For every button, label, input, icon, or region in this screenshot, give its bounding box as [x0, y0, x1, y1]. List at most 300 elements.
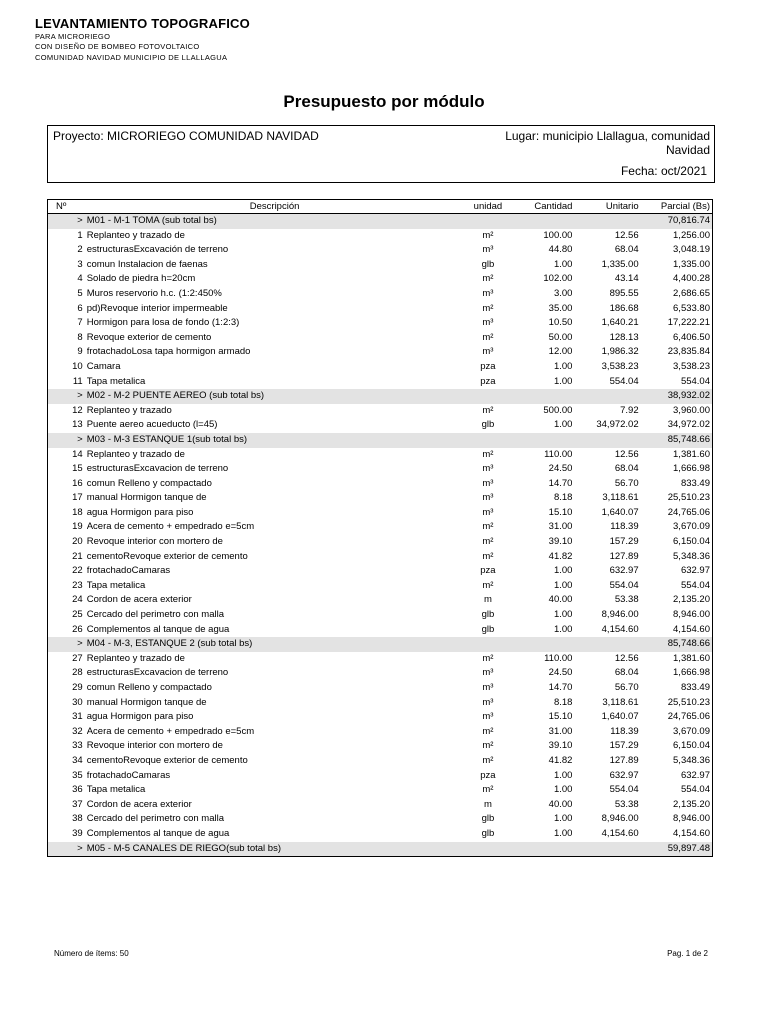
cell-desc: cementoRevoque exterior de cemento	[86, 550, 248, 562]
cell-num: 21	[72, 550, 83, 562]
cell-partial: 632.97	[680, 565, 710, 577]
section-row	[48, 842, 713, 857]
project-place: Lugar: municipio Llallagua, comunidad Navidad	[505, 129, 710, 157]
cell-qty: 3.00	[553, 287, 573, 299]
cell-num: 30	[72, 696, 83, 708]
cell-desc: Acera de cemento + empedrado e=5cm	[86, 725, 255, 737]
cell-num: 7	[77, 317, 83, 329]
cell-num: 10	[72, 360, 83, 372]
cell-partial: 34,972.02	[667, 419, 710, 431]
cell-partial: 4,154.60	[673, 623, 710, 635]
cell-num: 38	[72, 813, 83, 825]
cell-unit-price: 68.04	[614, 667, 639, 679]
cell-num: 19	[72, 521, 83, 533]
cell-partial: 5,348.36	[673, 754, 710, 766]
table-row	[48, 681, 713, 696]
cell-desc: Puente aereo acueducto (l=45)	[86, 419, 218, 431]
cell-desc: comun Relleno y compactado	[86, 477, 212, 489]
cell-unit: m	[483, 798, 492, 810]
cell-num: 32	[72, 725, 83, 737]
cell-unit-price: 43.14	[614, 273, 639, 285]
cell-unit-price: 56.70	[614, 477, 639, 489]
cell-num: 15	[72, 463, 83, 475]
cell-partial: 24,765.06	[667, 506, 710, 518]
cell-qty: 12.00	[548, 346, 573, 358]
table-row	[48, 783, 713, 798]
table-row	[48, 272, 713, 287]
cell-unit-price: 118.39	[610, 725, 639, 737]
cell-unit-price: 554.04	[609, 375, 639, 387]
cell-num: 36	[72, 784, 83, 796]
cell-partial: 59,897.48	[639, 842, 713, 857]
cell-partial: 1,256.00	[673, 229, 710, 241]
cell-unit: m²	[482, 229, 494, 241]
table-row	[48, 769, 713, 784]
budget-table	[47, 199, 713, 857]
cell-qty: 500.00	[543, 404, 573, 416]
table-row	[48, 564, 713, 579]
cell-unit: m²	[482, 579, 494, 591]
cell-desc: Acera de cemento + empedrado e=5cm	[86, 521, 255, 533]
cell-unit: m²	[482, 273, 494, 285]
cell-qty: 1.00	[553, 827, 573, 839]
cell-qty: 15.10	[548, 711, 573, 723]
cell-unit-price: 157.29	[609, 536, 639, 548]
cell-partial: 3,670.09	[673, 725, 710, 737]
cell-unit-price: 3,538.23	[601, 360, 639, 372]
cell-qty: 8.18	[553, 492, 573, 504]
cell-desc: Revoque interior con mortero de	[86, 536, 223, 548]
cell-desc: Tapa metalica	[86, 784, 146, 796]
cell-partial: 3,048.19	[673, 244, 710, 256]
cell-partial: 554.04	[680, 784, 710, 796]
cell-desc: Cordon de acera exterior	[86, 594, 192, 606]
section-row	[48, 433, 713, 448]
table-row	[48, 477, 713, 492]
table-row	[48, 506, 713, 521]
cell-partial: 3,670.09	[673, 521, 710, 533]
cell-unit-price: 157.29	[609, 740, 639, 752]
cell-num: 3	[77, 258, 83, 270]
cell-unit-price: 4,154.60	[601, 623, 639, 635]
table-body	[48, 214, 713, 857]
cell-unit: m³	[482, 711, 494, 723]
cell-num: 33	[72, 740, 83, 752]
items-count: Número de ítems: 50	[54, 949, 129, 958]
cell-unit: m³	[482, 506, 494, 518]
table-row	[48, 520, 713, 535]
cell-desc: Tapa metalica	[86, 375, 146, 387]
cell-desc: comun Instalacion de faenas	[86, 258, 208, 270]
cell-qty: 35.00	[548, 302, 573, 314]
cell-unit: glb	[481, 813, 495, 825]
cell-desc: frotachadoLosa tapa hormigon armado	[86, 346, 251, 358]
cell-unit: m²	[482, 302, 494, 314]
cell-unit: glb	[481, 258, 495, 270]
table-row	[48, 418, 713, 433]
cell-unit: m²	[482, 550, 494, 562]
cell-partial: 3,960.00	[673, 404, 710, 416]
cell-unit: glb	[481, 609, 495, 621]
section-row	[48, 214, 713, 229]
cell-unit-price	[572, 842, 638, 857]
cell-unit-price: 127.89	[609, 550, 639, 562]
cell-desc: pd)Revoque interior impermeable	[86, 302, 228, 314]
cell-partial: 1,335.00	[673, 258, 710, 270]
cell-desc: M01 - M-1 TOMA (sub total bs)	[87, 214, 463, 229]
cell-qty: 8.18	[553, 696, 573, 708]
table-row	[48, 550, 713, 565]
cell-num: 8	[77, 331, 83, 343]
cell-partial: 6,406.50	[673, 331, 710, 343]
cell-desc: Replanteo y trazado de	[86, 448, 185, 460]
table-row	[48, 608, 713, 623]
table-row	[48, 739, 713, 754]
table-row	[48, 404, 713, 419]
table-row	[48, 535, 713, 550]
table-header-row	[48, 200, 713, 214]
report-subtitle-line-3: COMUNIDAD NAVIDAD MUNICIPIO DE LLALLAGUA	[35, 53, 228, 62]
cell-num: 1	[77, 229, 83, 241]
cell-desc: Cercado del perimetro con malla	[86, 813, 224, 825]
cell-num: 14	[72, 448, 83, 460]
cell-unit-price: 632.97	[609, 769, 639, 781]
cell-partial: 554.04	[680, 579, 710, 591]
table-row	[48, 462, 713, 477]
cell-unit: glb	[481, 419, 495, 431]
cell-partial: 85,748.66	[639, 637, 713, 652]
cell-qty: 1.00	[553, 784, 573, 796]
cell-unit-price: 4,154.60	[601, 827, 639, 839]
cell-unit: m²	[482, 404, 494, 416]
table-row	[48, 827, 713, 842]
cell-desc: frotachadoCamaras	[86, 769, 171, 781]
cell-qty: 10.50	[548, 317, 573, 329]
cell-desc: Camara	[86, 360, 121, 372]
cell-unit: m³	[482, 696, 494, 708]
cell-qty: 39.10	[548, 740, 573, 752]
cell-partial: 8,946.00	[673, 813, 710, 825]
cell-partial: 17,222.21	[667, 317, 710, 329]
cell-partial: 1,381.60	[673, 448, 710, 460]
table-row	[48, 710, 713, 725]
page-title: Presupuesto por módulo	[283, 92, 485, 111]
table-row	[48, 448, 713, 463]
cell-unit	[462, 842, 513, 857]
table-row	[48, 491, 713, 506]
section-row	[48, 637, 713, 652]
cell-qty: 110.00	[544, 652, 573, 664]
cell-desc: Cercado del perimetro con malla	[86, 609, 224, 621]
cell-partial: 23,835.84	[667, 346, 710, 358]
cell-num: 39	[72, 827, 83, 839]
cell-qty: 31.00	[548, 725, 573, 737]
cell-partial: 25,510.23	[667, 696, 710, 708]
cell-unit-price: 1,640.07	[601, 711, 639, 723]
section-row	[48, 389, 713, 404]
col-header-qty: Cantidad	[513, 200, 572, 214]
cell-num: >	[48, 637, 87, 652]
cell-partial: 6,150.04	[673, 740, 710, 752]
cell-partial: 1,666.98	[673, 667, 710, 679]
cell-qty: 1.00	[553, 769, 573, 781]
cell-qty: 50.00	[548, 331, 573, 343]
cell-desc: Muros reservorio h.c. (1:2:450%	[86, 287, 222, 299]
cell-unit: m²	[482, 521, 494, 533]
cell-desc: Complementos al tanque de agua	[86, 623, 230, 635]
cell-partial: 4,154.60	[673, 827, 710, 839]
cell-num: >	[48, 389, 87, 404]
cell-num: >	[48, 433, 87, 448]
cell-qty: 1.00	[553, 565, 573, 577]
cell-partial: 5,348.36	[673, 550, 710, 562]
cell-unit-price	[572, 214, 638, 229]
cell-num: >	[48, 214, 87, 229]
cell-unit-price: 554.04	[609, 784, 639, 796]
cell-qty	[513, 842, 572, 857]
cell-unit-price	[572, 637, 638, 652]
cell-num: 34	[72, 754, 83, 766]
table-row	[48, 229, 713, 244]
cell-desc: cementoRevoque exterior de cemento	[86, 754, 248, 766]
cell-unit: m³	[482, 667, 494, 679]
cell-desc: Replanteo y trazado	[86, 404, 172, 416]
cell-desc: M02 - M-2 PUENTE AEREO (sub total bs)	[87, 389, 463, 404]
cell-partial: 833.49	[680, 682, 710, 693]
cell-unit-price	[572, 433, 638, 448]
table-row	[48, 345, 713, 360]
cell-qty: 1.00	[553, 579, 573, 591]
cell-num: 29	[72, 682, 83, 693]
table-row	[48, 754, 713, 769]
cell-unit: m²	[482, 725, 494, 737]
cell-unit-price: 68.04	[614, 244, 639, 256]
cell-qty: 14.70	[548, 682, 573, 693]
table-row	[48, 725, 713, 740]
cell-qty	[513, 214, 572, 229]
cell-num: 35	[72, 769, 83, 781]
cell-qty: 24.50	[548, 667, 573, 679]
col-header-unit: unidad	[462, 200, 513, 214]
cell-qty: 1.00	[553, 813, 573, 825]
table-row	[48, 302, 713, 317]
cell-desc: Revoque interior con mortero de	[86, 740, 223, 752]
cell-unit-price: 632.97	[609, 565, 639, 577]
cell-unit-price: 34,972.02	[596, 419, 639, 431]
cell-unit-price: 1,640.07	[601, 506, 639, 518]
report-subtitle-line-1: PARA MICRORIEGO	[35, 32, 111, 41]
cell-unit: m³	[482, 682, 494, 693]
cell-qty: 41.82	[548, 550, 573, 562]
cell-desc: agua Hormigon para piso	[86, 506, 194, 518]
cell-unit-price: 53.38	[614, 798, 639, 810]
project-info-box	[47, 125, 715, 183]
cell-qty: 44.80	[548, 244, 573, 256]
table-row	[48, 316, 713, 331]
cell-num: 22	[72, 565, 83, 577]
cell-unit-price: 554.04	[609, 579, 639, 591]
cell-unit-price: 128.13	[609, 331, 639, 343]
cell-num: 23	[72, 579, 83, 591]
cell-num: 2	[77, 244, 83, 256]
cell-unit: m³	[482, 463, 494, 475]
cell-partial: 24,765.06	[667, 711, 710, 723]
cell-num: 27	[72, 652, 83, 664]
cell-unit-price: 118.39	[610, 521, 639, 533]
cell-num: 31	[72, 711, 83, 723]
cell-unit	[462, 637, 513, 652]
cell-unit-price: 1,335.00	[601, 258, 639, 270]
cell-num: 17	[72, 492, 83, 504]
cell-unit: m²	[482, 754, 494, 766]
cell-unit: m²	[482, 331, 494, 343]
cell-unit-price: 68.04	[614, 463, 639, 475]
cell-desc: Replanteo y trazado de	[86, 229, 185, 241]
cell-unit: pza	[480, 360, 496, 372]
cell-qty: 100.00	[543, 229, 573, 241]
cell-unit-price: 895.55	[609, 287, 639, 299]
cell-qty: 15.10	[548, 506, 573, 518]
table-row	[48, 696, 713, 711]
table-row	[48, 360, 713, 375]
table-row	[48, 287, 713, 302]
cell-partial: 2,135.20	[673, 594, 710, 606]
cell-unit-price: 1,986.32	[601, 346, 639, 358]
page-number: Pag. 1 de 2	[667, 949, 708, 958]
cell-unit-price: 3,118.61	[602, 696, 639, 708]
cell-unit: m²	[482, 652, 494, 664]
cell-desc: M04 - M-3, ESTANQUE 2 (sub total bs)	[87, 637, 463, 652]
cell-qty	[513, 433, 572, 448]
cell-partial: 3,538.23	[673, 360, 710, 372]
table-row	[48, 579, 713, 594]
cell-desc: M03 - M-3 ESTANQUE 1(sub total bs)	[87, 433, 463, 448]
cell-unit: m	[483, 594, 492, 606]
cell-qty: 14.70	[548, 477, 573, 489]
cell-desc: Solado de piedra h=20cm	[86, 273, 196, 285]
cell-unit: m³	[482, 317, 494, 329]
table-row	[48, 666, 713, 681]
cell-unit-price: 56.70	[614, 682, 639, 693]
cell-desc: M05 - M-5 CANALES DE RIEGO(sub total bs)	[87, 842, 463, 857]
cell-desc: frotachadoCamaras	[86, 565, 171, 577]
cell-unit-price: 7.92	[620, 404, 639, 416]
cell-desc: Hormigon para losa de fondo (1:2:3)	[86, 317, 240, 329]
cell-qty: 1.00	[553, 375, 573, 387]
project-date: Fecha: oct/2021	[620, 164, 707, 178]
cell-qty: 1.00	[553, 623, 573, 635]
cell-unit: m³	[482, 492, 494, 504]
cell-unit: pza	[480, 769, 496, 781]
cell-desc: comun Relleno y compactado	[86, 682, 212, 693]
table-row	[48, 812, 713, 827]
cell-unit-price: 12.56	[614, 229, 639, 241]
cell-unit-price: 3,118.61	[602, 492, 639, 504]
col-header-num: Nº	[48, 200, 87, 214]
cell-unit-price: 12.56	[614, 448, 639, 460]
report-title: LEVANTAMIENTO TOPOGRAFICO	[35, 16, 250, 31]
cell-qty: 31.00	[548, 521, 573, 533]
table-row	[48, 375, 713, 390]
cell-unit: m³	[482, 287, 494, 299]
cell-partial: 85,748.66	[639, 433, 713, 448]
cell-desc: Complementos al tanque de agua	[86, 827, 230, 839]
cell-unit-price: 53.38	[614, 594, 639, 606]
cell-num: 28	[72, 667, 83, 679]
cell-num: 12	[72, 404, 83, 416]
cell-partial: 632.97	[680, 769, 710, 781]
cell-partial: 6,533.80	[673, 302, 710, 314]
cell-desc: manual Hormigon tanque de	[86, 696, 207, 708]
cell-qty: 1.00	[553, 258, 573, 270]
cell-qty: 24.50	[548, 463, 573, 475]
cell-partial: 2,135.20	[673, 798, 710, 810]
cell-qty	[513, 389, 572, 404]
cell-desc: manual Hormigon tanque de	[86, 492, 207, 504]
cell-num: 5	[77, 287, 83, 299]
cell-qty: 1.00	[553, 419, 573, 431]
cell-partial: 833.49	[680, 477, 710, 489]
cell-num: 24	[72, 594, 83, 606]
cell-partial: 1,666.98	[673, 463, 710, 475]
table-row	[48, 623, 713, 638]
cell-num: 9	[77, 346, 83, 358]
cell-partial: 8,946.00	[673, 609, 710, 621]
cell-desc: Tapa metalica	[86, 579, 146, 591]
cell-qty: 110.00	[544, 448, 573, 460]
table-row	[48, 593, 713, 608]
cell-unit: glb	[481, 827, 495, 839]
cell-partial: 38,932.02	[639, 389, 713, 404]
cell-num: 26	[72, 623, 83, 635]
cell-partial: 6,150.04	[673, 536, 710, 548]
cell-qty: 1.00	[553, 609, 573, 621]
cell-qty: 40.00	[548, 594, 573, 606]
cell-num: 6	[77, 302, 83, 314]
cell-qty: 40.00	[548, 798, 573, 810]
cell-unit-price: 1,640.21	[601, 317, 639, 329]
report-subtitle-line-2: CON DISEÑO DE BOMBEO FOTOVOLTAICO	[35, 42, 200, 51]
cell-unit: glb	[481, 623, 495, 635]
table-row	[48, 258, 713, 273]
cell-partial: 2,686.65	[673, 287, 710, 299]
cell-unit: m³	[482, 346, 494, 358]
table-row	[48, 331, 713, 346]
cell-unit: m³	[482, 477, 494, 489]
table-row	[48, 243, 713, 258]
cell-unit: m²	[482, 784, 494, 796]
cell-unit	[462, 389, 513, 404]
cell-num: 13	[72, 419, 83, 431]
cell-partial: 1,381.60	[673, 652, 710, 664]
cell-unit-price: 186.68	[609, 302, 639, 314]
cell-unit: m³	[482, 244, 494, 256]
cell-num: 16	[72, 477, 83, 489]
cell-num: 20	[72, 536, 83, 548]
cell-partial: 70,816.74	[639, 214, 713, 229]
col-header-desc: Descripción	[87, 200, 463, 214]
cell-num: 4	[77, 273, 83, 285]
cell-qty: 41.82	[548, 754, 573, 766]
cell-qty: 102.00	[543, 273, 573, 285]
col-header-unit-price: Unitario	[572, 200, 638, 214]
project-name: Proyecto: MICRORIEGO COMUNIDAD NAVIDAD	[53, 129, 319, 143]
cell-qty: 1.00	[553, 360, 573, 372]
cell-unit-price: 8,946.00	[601, 813, 639, 825]
cell-unit-price: 12.56	[614, 652, 639, 664]
cell-desc: estructurasExcavacion de terreno	[86, 667, 229, 679]
cell-desc: estructurasExcavacion de terreno	[86, 463, 229, 475]
